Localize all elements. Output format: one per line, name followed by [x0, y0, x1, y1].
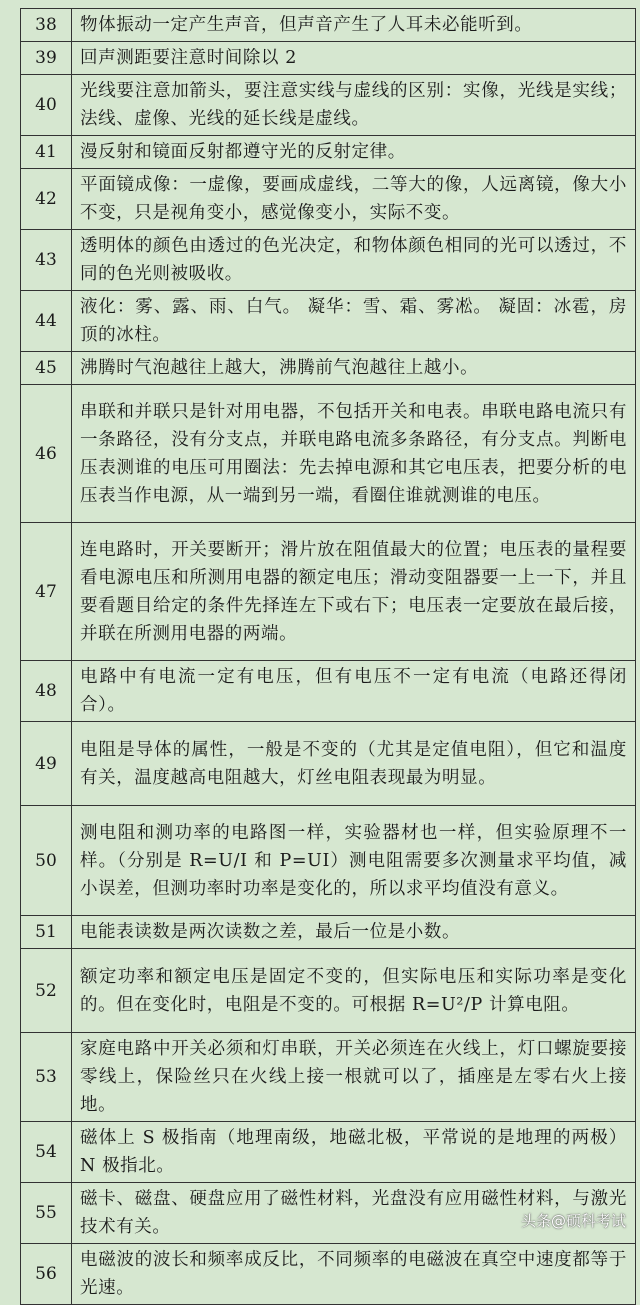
- table-row: [21, 352, 636, 385]
- row-number: 43: [21, 230, 72, 291]
- table-row: [21, 230, 636, 291]
- row-text: 额定功率和额定电压是固定不变的，但实际电压和实际功率是变化的。但在变化时，电阻是不变的。可根据 R=U²/P 计算电阻。: [72, 949, 636, 1033]
- row-text: 电磁波的波长和频率成反比，不同频率的电磁波在真空中速度都等于光速。: [72, 1244, 636, 1305]
- row-number: 54: [21, 1122, 72, 1183]
- row-number: 52: [21, 949, 72, 1033]
- row-number: 53: [21, 1033, 72, 1122]
- row-number: 44: [21, 291, 72, 352]
- table-row: [21, 661, 636, 722]
- table-row: [21, 949, 636, 1033]
- row-number: 55: [21, 1183, 72, 1244]
- row-number: 46: [21, 385, 72, 523]
- row-text: 液化：雾、露、雨、白气。 凝华：雪、霜、雾凇。 凝固：冰雹，房顶的冰柱。: [72, 291, 636, 352]
- table-row: [21, 523, 636, 661]
- row-text: 回声测距要注意时间除以 2: [72, 42, 636, 75]
- table-row: [21, 9, 636, 42]
- table-row: [21, 291, 636, 352]
- row-number: 41: [21, 136, 72, 169]
- row-text: 物体振动一定产生声音，但声音产生了人耳未必能听到。: [72, 9, 636, 42]
- row-text: 磁体上 S 极指南（地理南级，地磁北极，平常说的是地理的两极）N 极指北。: [72, 1122, 636, 1183]
- row-text: 漫反射和镜面反射都遵守光的反射定律。: [72, 136, 636, 169]
- knowledge-table-body: [21, 9, 636, 1305]
- table-row: [21, 385, 636, 523]
- table-row: [21, 722, 636, 806]
- table-row: [21, 169, 636, 230]
- row-number: 49: [21, 722, 72, 806]
- table-row: [21, 136, 636, 169]
- row-text: 家庭电路中开关必须和灯串联，开关必须连在火线上，灯口螺旋要接零线上，保险丝只在火线上接一根就可以了，插座是左零右火上接地。: [72, 1033, 636, 1122]
- row-text: 连电路时，开关要断开；滑片放在阻值最大的位置；电压表的量程要看电源电压和所测用电器的额定电压；滑动变阻器要一上一下，并且要看题目给定的条件先择连左下或右下；电压表一定要放在最后接，并联在所测用电器的两端。: [72, 523, 636, 661]
- table-row: [21, 75, 636, 136]
- row-text: 电路中有电流一定有电压，但有电压不一定有电流（电路还得闭合）。: [72, 661, 636, 722]
- row-text: 电能表读数是两次读数之差，最后一位是小数。: [72, 916, 636, 949]
- knowledge-table: [20, 8, 636, 1305]
- row-number: 39: [21, 42, 72, 75]
- row-text: 光线要注意加箭头，要注意实线与虚线的区别：实像，光线是实线；法线、虚像、光线的延长线是虚线。: [72, 75, 636, 136]
- row-number: 50: [21, 806, 72, 916]
- row-number: 48: [21, 661, 72, 722]
- row-text: 磁卡、磁盘、硬盘应用了磁性材料，光盘没有应用磁性材料，与激光技术有关。: [72, 1183, 636, 1244]
- table-row: [21, 916, 636, 949]
- row-number: 47: [21, 523, 72, 661]
- row-text: 平面镜成像：一虚像，要画成虚线，二等大的像，人远离镜，像大小不变，只是视角变小，感觉像变小，实际不变。: [72, 169, 636, 230]
- watermark: 头条@硕科考试: [520, 1212, 626, 1230]
- row-text: 沸腾时气泡越往上越大，沸腾前气泡越往上越小。: [72, 352, 636, 385]
- row-text: 透明体的颜色由透过的色光决定，和物体颜色相同的光可以透过，不同的色光则被吸收。: [72, 230, 636, 291]
- table-row: [21, 1033, 636, 1122]
- table-row: [21, 1122, 636, 1183]
- row-text: 串联和并联只是针对用电器，不包括开关和电表。串联电路电流只有一条路径，没有分支点，并联电路电流多条路径，有分支点。判断电压表测谁的电压可用圈法：先去掉电源和其它电压表，把要分析的电压表当作电源，从一端到另一端，看圈住谁就测谁的电压。: [72, 385, 636, 523]
- table-row: [21, 1244, 636, 1305]
- row-number: 38: [21, 9, 72, 42]
- row-text: 测电阻和测功率的电路图一样，实验器材也一样，但实验原理不一样。（分别是 R=U/I 和 P=UI）测电阻需要多次测量求平均值，减小误差，但测功率时功率是变化的，所以求平均值没有意义。: [72, 806, 636, 916]
- row-number: 56: [21, 1244, 72, 1305]
- row-number: 45: [21, 352, 72, 385]
- table-row: [21, 806, 636, 916]
- row-text: 电阻是导体的属性，一般是不变的（尤其是定值电阻），但它和温度有关，温度越高电阻越大，灯丝电阻表现最为明显。: [72, 722, 636, 806]
- row-number: 51: [21, 916, 72, 949]
- table-row: [21, 42, 636, 75]
- row-number: 42: [21, 169, 72, 230]
- row-number: 40: [21, 75, 72, 136]
